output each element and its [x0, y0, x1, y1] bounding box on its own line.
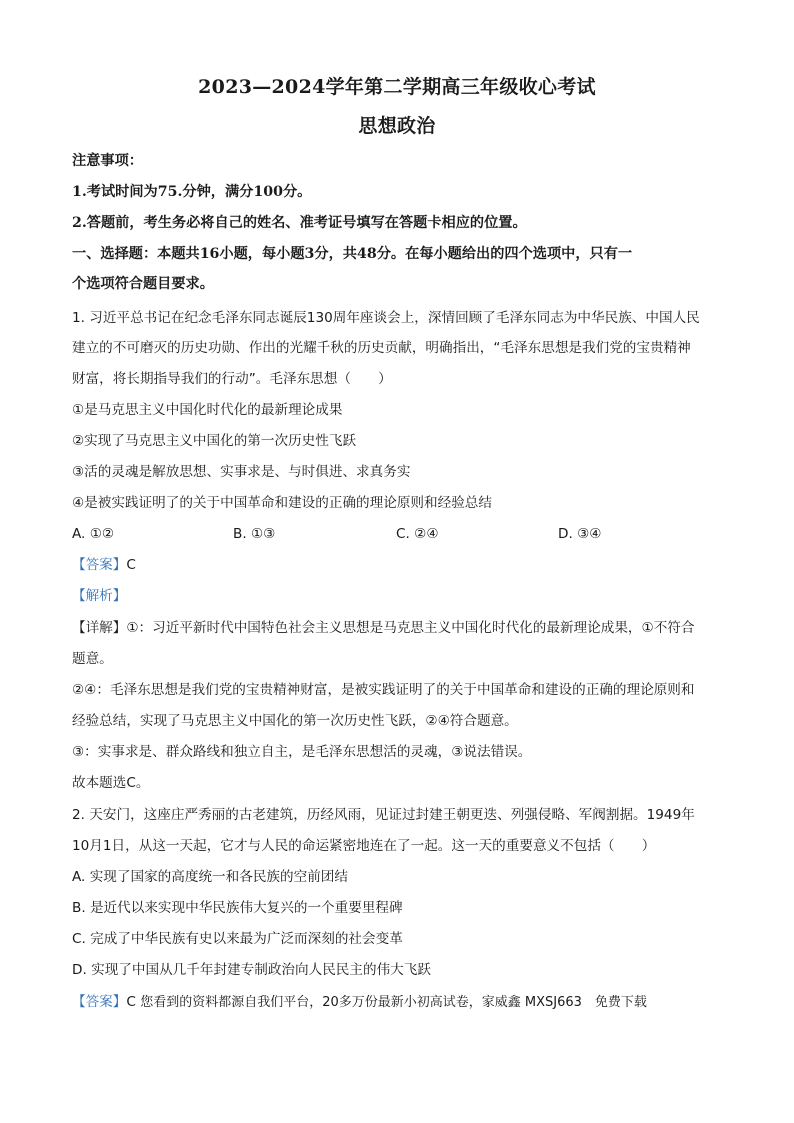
q2-option-a: A. 实现了国家的高度统一和各民族的空前团结: [72, 869, 348, 885]
notice-item-2: 2.答题前，考生务必将自己的姓名、准考证号填写在答题卡相应的位置。: [72, 215, 527, 231]
q1-statement-4: ④是被实践证明了的关于中国革命和建设的正确的理论原则和经验总结: [72, 495, 492, 511]
q1-answer-value: C: [126, 557, 136, 573]
q1-stem-line-3: 财富，将长期指导我们的行动”。毛泽东思想（ ）: [72, 371, 392, 387]
notice-item-1: 1.考试时间为75.分钟，满分100分。: [72, 184, 312, 200]
section-heading-line-1: 一、选择题：本题共16小题，每小题3分，共48分。在每小题给出的四个选项中，只有一: [72, 246, 633, 262]
q2-option-c: C. 完成了中华民族有史以来最为广泛而深刻的社会变革: [72, 931, 403, 947]
q1-analysis-tag: 【解析】: [72, 588, 127, 604]
q1-detail-tag: 【详解】: [72, 620, 127, 636]
q1-answer-line: [72, 555, 136, 575]
section-heading-line-2: 个选项符合题目要求。: [72, 276, 214, 292]
q1-analysis-line: [72, 586, 126, 606]
q2-option-d: D. 实现了中国从几千年封建专制政治向人民民主的伟大飞跃: [72, 962, 431, 978]
exam-title: 2023—2024学年第二学期高三年级收心考试: [198, 76, 596, 98]
q2-stem-line-2: 10月1日，从这一天起，它才与人民的命运紧密地连在了一起。这一天的重要意义不包括（ ）: [72, 838, 656, 854]
q1-detail-line-4: 经验总结，实现了马克思主义中国化的第一次历史性飞跃，②④符合题意。: [72, 713, 518, 729]
q2-option-b: B. 是近代以来实现中华民族伟大复兴的一个重要里程碑: [72, 900, 403, 916]
q1-answer-tag: 【答案】: [72, 557, 127, 573]
q1-option-c: C. ②④: [396, 526, 439, 542]
q2-answer-tag: 【答案】: [72, 994, 127, 1010]
q1-statement-2: ②实现了马克思主义中国化的第一次历史性飞跃: [72, 433, 357, 449]
q1-detail-line-3: ②④：毛泽东思想是我们党的宝贵精神财富，是被实践证明了的关于中国革命和建设的正确的理论原则和: [72, 682, 695, 698]
q1-stem-line-2: 建立的不可磨灭的历史功勋、作出的光耀千秋的历史贡献，明确指出，“毛泽东思想是我们党的宝贵精神: [72, 340, 691, 356]
q1-option-a: A. ①②: [72, 526, 115, 542]
q2-answer-line: [72, 992, 647, 1013]
q1-detail-line-2: 题意。: [72, 651, 113, 667]
footer-promo-note: 您看到的资料都源自我们平台，20多万份最新小初高试卷，家威鑫 MXSJ663 免费下载: [140, 995, 647, 1010]
subject-title: 思想政治: [358, 115, 436, 137]
q1-stem-line-1: 1. 习近平总书记在纪念毛泽东同志诞辰130周年座谈会上，深情回顾了毛泽东同志为中华民族、中国人民: [72, 310, 700, 326]
q2-stem-line-1: 2. 天安门，这座庄严秀丽的古老建筑，历经风雨，见证过封建王朝更迭、列强侵略、军阀割据。1949年: [72, 807, 695, 823]
q1-detail-line-1: [72, 618, 695, 638]
q1-detail-line-6: 故本题选C。: [72, 775, 150, 791]
q1-statement-1: ①是马克思主义中国化时代化的最新理论成果: [72, 402, 343, 418]
notice-heading: 注意事项：: [72, 153, 143, 169]
q1-detail-text-1: ①：习近平新时代中国特色社会主义思想是马克思主义中国化时代化的最新理论成果，①不符合: [126, 620, 695, 636]
q1-detail-line-5: ③：实事求是、群众路线和独立自主，是毛泽东思想活的灵魂，③说法错误。: [72, 744, 532, 760]
q1-statement-3: ③活的灵魂是解放思想、实事求是、与时俱进、求真务实: [72, 464, 411, 480]
q1-option-b: B. ①③: [233, 526, 276, 542]
q2-answer-value: C: [126, 994, 136, 1010]
q1-option-d: D. ③④: [558, 526, 602, 542]
